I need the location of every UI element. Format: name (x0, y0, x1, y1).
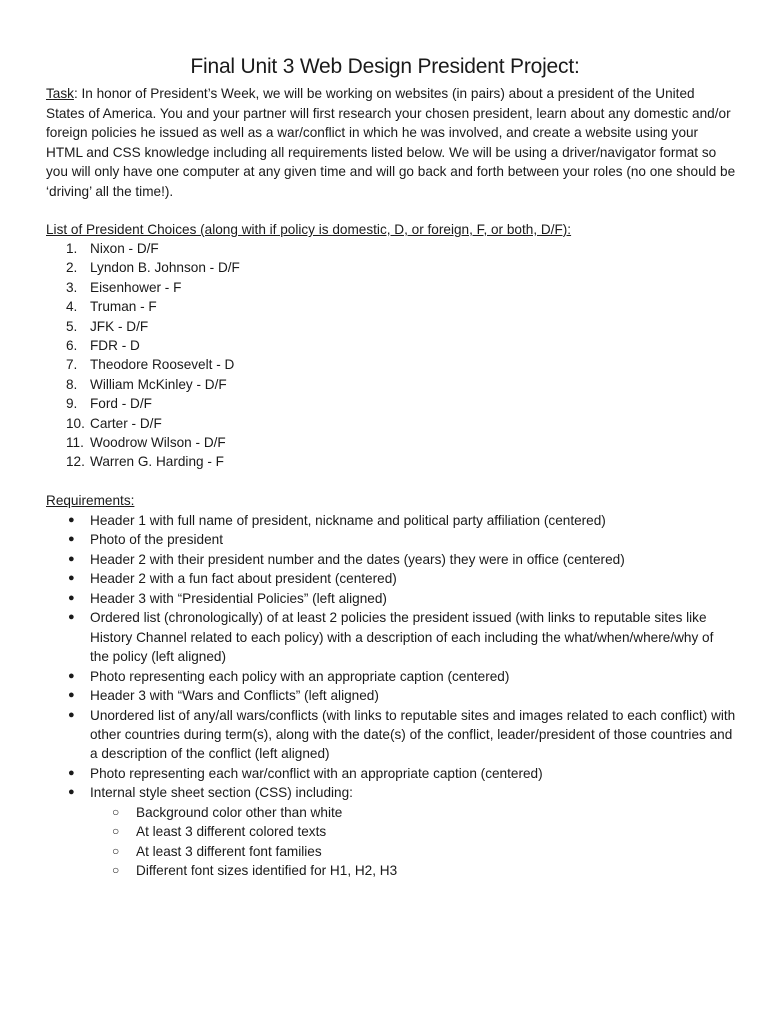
task-label: Task (46, 86, 74, 101)
president-name: FDR - D (90, 338, 140, 354)
president-name: Woodrow Wilson - D/F (90, 435, 226, 451)
bullet-icon: ● (68, 689, 75, 702)
president-name: Lyndon B. Johnson - D/F (90, 260, 240, 276)
list-number: 5. (66, 318, 78, 334)
president-name: Warren G. Harding - F (90, 454, 224, 470)
requirements-list (46, 511, 736, 881)
bullet-icon: ● (68, 552, 75, 565)
list-item (46, 375, 240, 394)
requirement-text: Photo representing each war/conflict with an appropriate caption (centered) (90, 765, 543, 781)
bullet-icon: ● (68, 591, 75, 604)
list-number: 7. (66, 357, 78, 373)
list-item (46, 783, 736, 880)
circle-bullet-icon: ○ (112, 843, 120, 858)
task-text: : In honor of President’s Week, we will be working on websites (in pairs) about a president of the United States of America. You and your partner will first research your chosen president, learn about any domestic and/or foreign policies he issued as well as a war/conflict in which he was involved, and create a website using your HTML and CSS knowledge including all requirements listed below. We will be using a driver/navigator format so you will only have one computer at any given time and will go back and forth between your roles (no one should be ‘driving’ all the time!). (46, 86, 736, 199)
requirement-text: Header 3 with “Presidential Policies” (left aligned) (90, 590, 387, 606)
president-name: William McKinley - D/F (90, 376, 227, 392)
president-name: Ford - D/F (90, 396, 152, 412)
president-list-heading: List of President Choices (along with if policy is domestic, D, or foreign, F, or both, D/F): (46, 222, 572, 237)
list-number: 1. (66, 241, 78, 256)
requirement-text: Ordered list (chronologically) of at least 2 policies the president issued (with links to reputable sites like History Channel related to each policy) with a description of each including the what/when/where/why of the policy (left aligned) (90, 610, 714, 665)
president-name: Truman - F (90, 299, 157, 315)
css-requirements-list (90, 803, 736, 881)
requirements-heading: Requirements: (46, 493, 135, 508)
list-item (46, 278, 240, 297)
list-number: 12. (66, 454, 85, 470)
requirement-text: Unordered list of any/all wars/conflicts (with links to reputable sites and images related to each conflict) with other countries during term(s), along with the date(s) of the conflict, leader/president of those countries and a description of the conflict (left aligned) (90, 707, 736, 762)
list-item (46, 433, 240, 452)
list-item (46, 608, 736, 666)
css-requirement-text: At least 3 different font families (136, 843, 322, 859)
requirement-text: Header 2 with their president number and the dates (years) they were in office (centered) (90, 551, 625, 567)
circle-bullet-icon: ○ (112, 824, 120, 839)
list-item (46, 452, 240, 471)
requirement-text: Photo of the president (90, 532, 224, 548)
president-name: JFK - D/F (90, 318, 149, 334)
president-name: Theodore Roosevelt - D (90, 357, 235, 373)
list-item (90, 861, 736, 880)
list-item (90, 803, 736, 822)
list-item (46, 667, 736, 686)
requirement-text: Header 1 with full name of president, nickname and political party affiliation (centered) (90, 513, 606, 528)
list-item (46, 239, 240, 258)
bullet-icon: ● (68, 611, 75, 624)
list-item (46, 511, 736, 530)
requirement-text: Photo representing each policy with an appropriate caption (centered) (90, 668, 510, 684)
css-requirement-text: Different font sizes identified for H1, H2, H3 (136, 863, 398, 879)
list-item (46, 530, 736, 549)
list-number: 10. (66, 415, 85, 431)
list-number: 2. (66, 260, 78, 276)
list-number: 9. (66, 396, 78, 412)
css-requirement-text: Background color other than white (136, 804, 343, 820)
bullet-icon: ● (68, 514, 75, 526)
list-item (46, 336, 240, 355)
requirement-text: Header 2 with a fun fact about president (centered) (90, 571, 397, 587)
list-item (46, 355, 240, 374)
css-requirement-text: At least 3 different colored texts (136, 824, 327, 840)
list-item (46, 414, 240, 433)
list-number: 6. (66, 338, 78, 354)
list-item (46, 394, 240, 413)
bullet-icon: ● (68, 766, 75, 779)
list-item (46, 317, 240, 336)
circle-bullet-icon: ○ (112, 804, 120, 819)
president-name: Carter - D/F (90, 415, 162, 431)
list-number: 3. (66, 279, 78, 295)
bullet-icon: ● (68, 786, 75, 799)
list-item (46, 550, 736, 569)
bullet-icon: ● (68, 669, 75, 682)
president-name: Eisenhower - F (90, 279, 182, 295)
list-item (46, 686, 736, 705)
list-number: 4. (66, 299, 78, 315)
circle-bullet-icon: ○ (112, 863, 120, 878)
bullet-icon: ● (68, 533, 75, 546)
list-item (46, 589, 736, 608)
list-number: 11. (66, 435, 84, 451)
bullet-icon: ● (68, 708, 75, 721)
page-title: Final Unit 3 Web Design President Project: (190, 55, 580, 78)
requirement-text: Header 3 with “Wars and Conflicts” (left aligned) (90, 688, 379, 704)
list-item (46, 706, 736, 764)
list-item (46, 258, 240, 277)
list-number: 8. (66, 376, 78, 392)
list-item (90, 842, 736, 861)
requirement-text: Internal style sheet section (CSS) including: (90, 785, 353, 801)
list-item (46, 297, 240, 316)
task-paragraph (46, 84, 736, 201)
bullet-icon: ● (68, 572, 75, 585)
list-item (46, 569, 736, 588)
president-name: Nixon - D/F (90, 241, 159, 256)
president-list (46, 239, 240, 472)
list-item (46, 764, 736, 783)
list-item (90, 822, 736, 841)
